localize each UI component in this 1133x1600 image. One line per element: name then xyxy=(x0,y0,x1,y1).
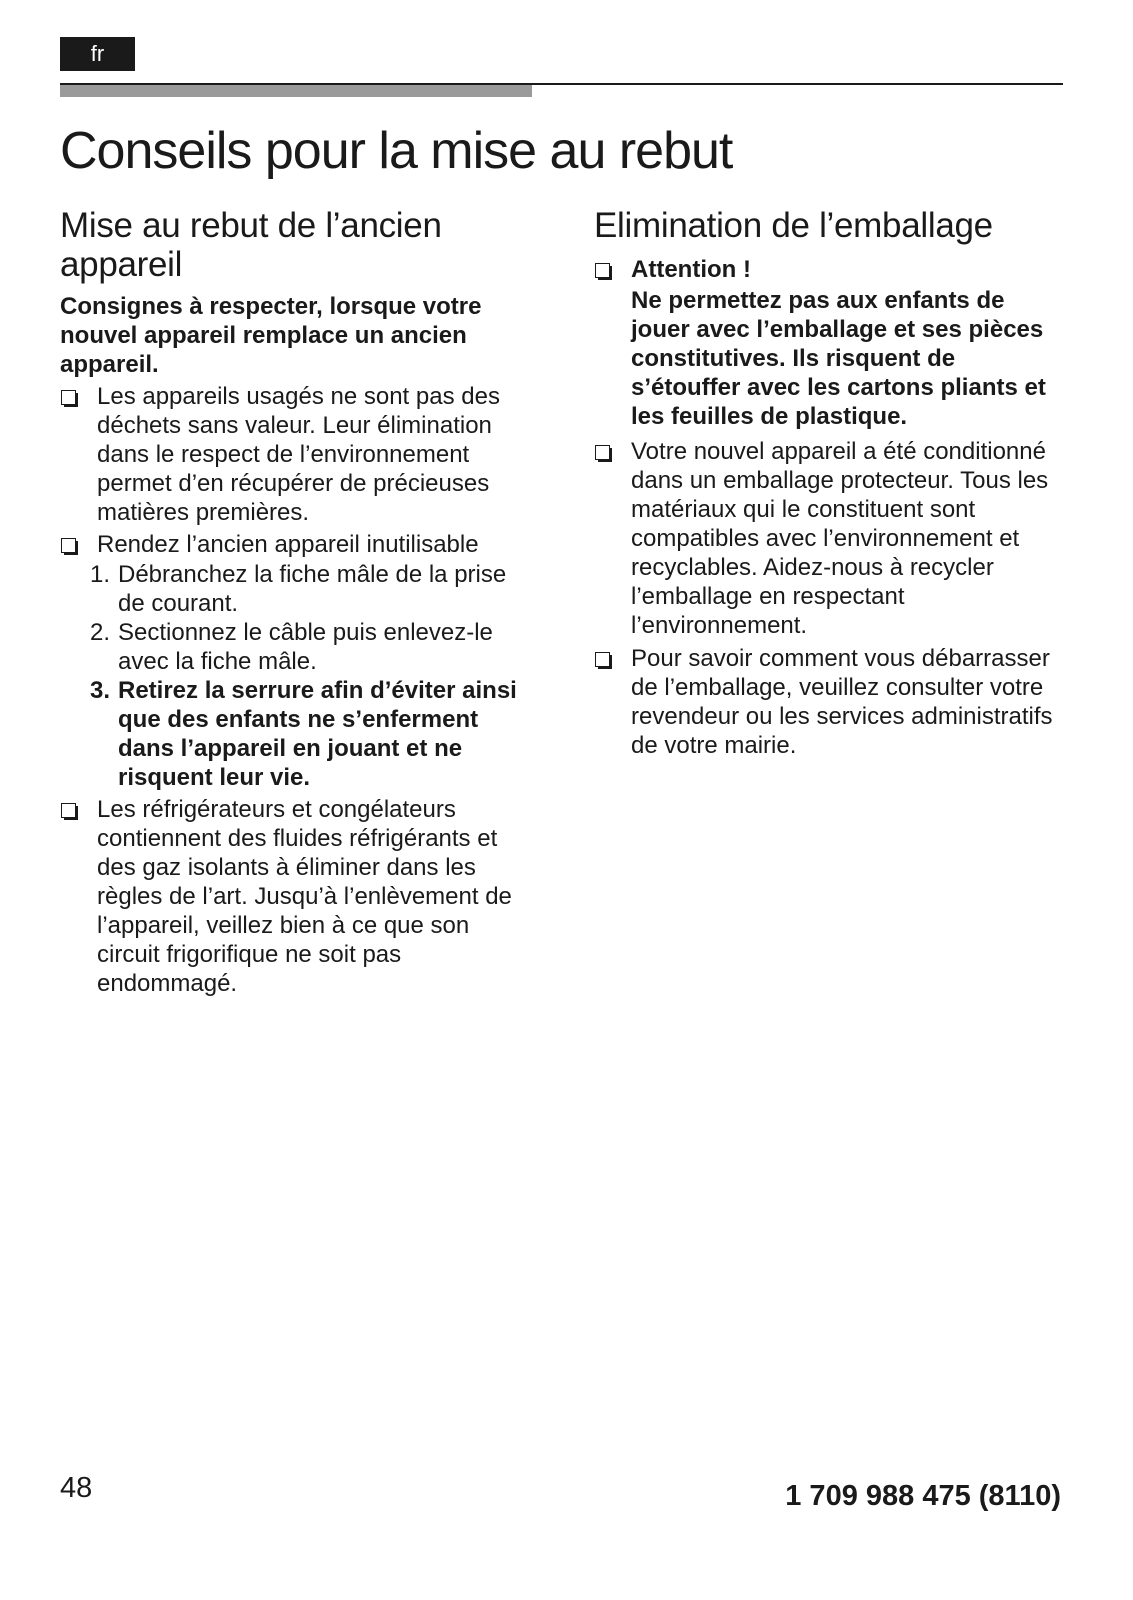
list-item-text: Les réfrigérateurs et congélateurs contiennent des fluides réfrigérants et des gaz isolants à éliminer dans les règles de l’art. Jusqu’à l’enlèvement de l’appareil, veillez bien à ce que son circuit frigorifique ne soit pas endommagé. xyxy=(97,796,512,997)
step-text: Débranchez la fiche mâle de la prise de courant. xyxy=(118,561,507,617)
step-text: Retirez la serrure afin d’éviter ainsi que des enfants ne s’enferment dans l’appareil en jouant et ne risquent leur vie. xyxy=(118,677,517,791)
section-title-old-appliance: Mise au rebut de l’ancien appareil xyxy=(60,206,442,284)
header-accent-bar xyxy=(60,85,532,97)
list-item-text: Pour savoir comment vous débarrasser de l’emballage, veuillez consulter votre revendeur ou les services administratifs de votre mairie. xyxy=(631,645,1053,759)
list-item-text: Les appareils usagés ne sont pas des déchets sans valeur. Leur élimination dans le respect de l’environnement permet d’en récupérer de précieuses matières premières. xyxy=(97,383,500,526)
checkbox-bullet-icon xyxy=(595,263,610,278)
step-number: 1. xyxy=(90,561,111,588)
checkbox-bullet-icon xyxy=(595,652,610,667)
list-item xyxy=(60,795,535,998)
warning-text: Ne permettez pas aux enfants de jouer avec l’emballage et ses pièces constitutives. Ils risquent de s’étouffer avec les cartons pliants et les feuilles de plastique. xyxy=(631,287,1046,430)
list-item xyxy=(594,644,1069,760)
warning-item xyxy=(594,255,1069,284)
left-column xyxy=(60,206,535,998)
right-column xyxy=(594,206,1069,760)
page-number: 48 xyxy=(60,1472,93,1504)
step-number: 2. xyxy=(90,619,111,646)
list-item xyxy=(60,530,535,559)
step-number: 3. xyxy=(90,677,111,704)
step-text: Sectionnez le câble puis enlevez-le avec la fiche mâle. xyxy=(118,619,493,675)
step-item-warning xyxy=(60,676,535,792)
step-item xyxy=(60,618,535,676)
list-item-text: Rendez l’ancien appareil inutilisable xyxy=(97,531,479,558)
checkbox-bullet-icon xyxy=(61,390,76,405)
lead-paragraph: Consignes à respecter, lorsque votre nouvel appareil remplace un ancien appareil. xyxy=(60,293,482,378)
list-item xyxy=(594,437,1069,640)
page-title: Conseils pour la mise au rebut xyxy=(60,122,733,180)
section-title-packaging: Elimination de l’emballage xyxy=(594,206,993,245)
list-item-text: Votre nouvel appareil a été conditionné dans un emballage protecteur. Tous les matériaux qui le constituent sont compatibles avec l’environnement et recyclables. Aidez-nous à recycler l’emballage en respectant l’environnement. xyxy=(631,438,1049,639)
checkbox-bullet-icon xyxy=(61,803,76,818)
checkbox-bullet-icon xyxy=(595,445,610,460)
warning-label: Attention ! xyxy=(631,256,751,283)
list-item xyxy=(60,382,535,527)
checkbox-bullet-icon xyxy=(61,538,76,553)
document-number: 1 709 988 475 (8110) xyxy=(785,1480,1061,1512)
steps-list xyxy=(60,560,535,792)
language-tab: fr xyxy=(60,37,135,71)
step-item xyxy=(60,560,535,618)
